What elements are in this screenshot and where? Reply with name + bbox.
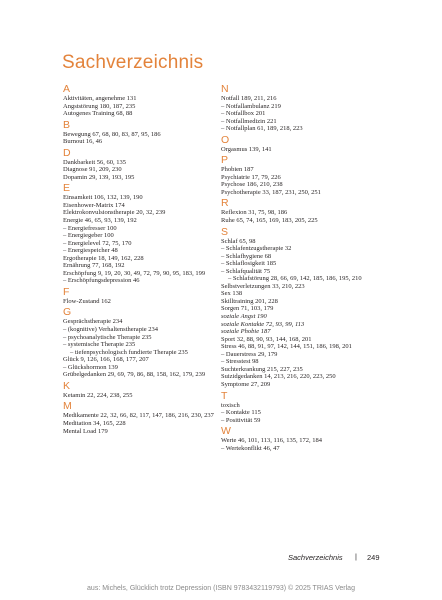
index-entry xyxy=(221,146,391,154)
index-entry-text: Flow-Zustand 162 xyxy=(63,297,111,305)
index-entry xyxy=(63,356,233,364)
index-entry xyxy=(221,313,391,321)
index-entry xyxy=(63,217,233,225)
index-group xyxy=(63,84,233,118)
footer-separator: | xyxy=(355,552,357,561)
index-entry-text: toxisch xyxy=(221,401,240,409)
index-entry xyxy=(63,262,233,270)
index-entry xyxy=(63,318,233,326)
index-letter-heading: E xyxy=(63,182,71,195)
index-entry xyxy=(63,371,233,379)
index-group xyxy=(221,426,391,452)
index-entry xyxy=(63,202,233,210)
index-entry-text: Energie 46, 65, 93, 139, 192 xyxy=(63,217,137,225)
index-letter-heading: M xyxy=(63,400,72,413)
index-entry-text: Erschöpfung 9, 19, 20, 30, 49, 72, 79, 90, 95, 183, 199 xyxy=(63,269,206,277)
index-entry-text: Sport 32, 88, 90, 93, 144, 168, 201 xyxy=(221,335,312,343)
index-entry xyxy=(221,366,391,374)
index-letter-heading: K xyxy=(63,379,71,392)
index-entry-text: – Schlaflosigkeit 185 xyxy=(221,260,277,268)
index-entry-text: Suchterkrankung 215, 227, 235 xyxy=(221,365,303,373)
index-entry-text: Sex 138 xyxy=(221,290,243,298)
index-entry-text: – Schlafstörung 28, 66, 69, 142, 185, 186, 195, 210 xyxy=(228,275,362,283)
index-entry-text: – systemische Therapie 235 xyxy=(63,341,136,349)
index-entry xyxy=(221,336,391,344)
copyright-credit: aus: Michels, Glücklich trotz Depression (ISBN 9783432119793) © 2025 TRIAS Verlag xyxy=(87,585,355,592)
index-entry xyxy=(221,305,391,313)
index-group xyxy=(63,401,233,435)
index-letter-heading: B xyxy=(63,118,71,131)
index-entry-text: Schlaf 65, 98 xyxy=(221,237,256,245)
index-entry xyxy=(63,428,233,436)
index-group xyxy=(63,148,233,182)
index-entry xyxy=(221,343,391,351)
index-letter-heading: P xyxy=(221,154,229,167)
index-entry xyxy=(221,95,391,103)
index-subentry xyxy=(221,351,391,359)
index-entry-text: Angststörung 180, 187, 235 xyxy=(63,102,136,110)
index-entry xyxy=(63,131,233,139)
index-entry xyxy=(221,166,391,174)
index-subentry xyxy=(63,247,233,255)
index-entry-text: – Stresstest 98 xyxy=(221,358,259,366)
index-entry xyxy=(221,373,391,381)
index-entry-text: – Schlafentzugstherapie 32 xyxy=(221,245,292,253)
index-column-left xyxy=(63,82,233,435)
index-group xyxy=(221,227,391,389)
index-subentry xyxy=(221,409,391,417)
index-letter-heading: O xyxy=(221,133,230,146)
index-group xyxy=(221,391,391,425)
index-entry xyxy=(63,209,233,217)
index-entry-text: Glück 9, 126, 166, 168, 177, 207 xyxy=(63,356,149,364)
index-entry xyxy=(63,110,233,118)
index-entry xyxy=(63,95,233,103)
index-entry xyxy=(221,328,391,336)
index-entry xyxy=(221,437,391,445)
index-entry-text: – Notfallmedizin 221 xyxy=(221,117,277,125)
index-entry-text: – Schlafqualität 75 xyxy=(221,267,271,275)
index-entry-text: Ernährung 77, 168, 192 xyxy=(63,262,125,270)
index-entry-text: Gesprächstherapie 234 xyxy=(63,318,123,326)
running-footer-section: Sachverzeichnis xyxy=(288,553,343,562)
index-entry-text: Psychiatrie 17, 79, 226 xyxy=(221,173,281,181)
index-entry-text: – Erschöpfungsdepression 46 xyxy=(63,277,140,285)
index-subentry xyxy=(221,110,391,118)
index-entry-text: Meditation 34, 165, 228 xyxy=(63,419,126,427)
index-entry xyxy=(63,159,233,167)
index-subentry xyxy=(63,349,233,357)
index-subentry xyxy=(221,445,391,453)
index-entry xyxy=(221,189,391,197)
index-entry-text: Werte 46, 101, 113, 116, 135, 172, 184 xyxy=(221,437,322,445)
index-entry xyxy=(221,381,391,389)
index-entry-text: Medikamente 22, 32, 66, 82, 117, 147, 186, 216, 230, 237 xyxy=(63,412,214,420)
index-entry-text: Phobien 187 xyxy=(221,166,254,174)
index-subentry xyxy=(221,125,391,133)
index-subentry xyxy=(221,358,391,366)
index-subentry xyxy=(63,341,233,349)
index-entry xyxy=(221,283,391,291)
index-entry-text: Elektrokonvulsionstherapie 20, 32, 239 xyxy=(63,209,166,217)
index-subentry xyxy=(221,275,391,283)
index-entry xyxy=(221,321,391,329)
index-entry-text: Psychotherapie 33, 187, 231, 250, 251 xyxy=(221,188,321,196)
index-letter-heading: S xyxy=(221,225,229,238)
index-entry-text: Einsamkeit 106, 132, 139, 190 xyxy=(63,194,143,202)
index-entry-text: Suizidgedanken 14, 213, 216, 220, 223, 250 xyxy=(221,373,336,381)
index-entry-text: – Notfallbox 201 xyxy=(221,110,266,118)
page-title: Sachverzeichnis xyxy=(62,52,204,73)
index-entry-text: soziale Angst 190 xyxy=(221,313,267,321)
index-entry-text: – Notfallplan 61, 189, 218, 223 xyxy=(221,125,303,133)
index-subentry xyxy=(221,103,391,111)
index-subentry xyxy=(221,118,391,126)
index-entry-text: Stress 46, 88, 91, 97, 142, 144, 151, 186, 198, 201 xyxy=(221,343,352,351)
index-letter-heading: R xyxy=(221,197,229,210)
index-entry xyxy=(221,209,391,217)
index-entry-text: Grübelgedanken 29, 69, 79, 86, 88, 158, 162, 179, 239 xyxy=(63,371,206,379)
index-entry xyxy=(221,298,391,306)
index-letter-heading: T xyxy=(221,389,228,402)
index-entry-text: – psychoanalytische Therapie 235 xyxy=(63,333,152,341)
index-entry xyxy=(63,412,233,420)
index-entry-text: – Schlafhygiene 68 xyxy=(221,252,272,260)
index-entry-text: Symptome 27, 209 xyxy=(221,380,271,388)
index-entry-text: – Kontakte 115 xyxy=(221,409,261,417)
index-entry-text: Diagnose 91, 209, 230 xyxy=(63,166,122,174)
index-entry-text: – Wertekonflikt 46, 47 xyxy=(221,444,280,452)
index-subentry xyxy=(221,253,391,261)
page-number: 249 xyxy=(367,553,380,562)
index-entry-text: – Energiegeber 100 xyxy=(63,232,114,240)
index-entry xyxy=(63,138,233,146)
index-subentry xyxy=(221,417,391,425)
index-group xyxy=(221,155,391,196)
index-subentry xyxy=(63,364,233,372)
index-entry xyxy=(63,194,233,202)
index-letter-heading: N xyxy=(221,83,229,95)
index-group xyxy=(221,84,391,133)
index-entry xyxy=(221,217,391,225)
index-subentry xyxy=(221,245,391,253)
index-entry-text: – Positivität 59 xyxy=(221,416,261,424)
index-entry-text: Autogenes Training 68, 88 xyxy=(63,110,133,118)
index-entry-text: Ketamin 22, 224, 238, 255 xyxy=(63,391,133,399)
index-entry xyxy=(221,174,391,182)
index-subentry xyxy=(63,232,233,240)
index-group xyxy=(63,381,233,400)
index-entry-text: Orgasmus 139, 141 xyxy=(221,145,272,153)
index-letter-heading: D xyxy=(63,146,71,159)
index-entry-text: Dopamin 29, 139, 193, 195 xyxy=(63,173,135,181)
index-entry xyxy=(63,166,233,174)
index-letter-heading: W xyxy=(221,425,231,438)
index-column-right xyxy=(221,82,391,452)
index-subentry xyxy=(221,268,391,276)
index-subentry xyxy=(63,277,233,285)
index-entry-text: Dankbarkeit 56, 60, 135 xyxy=(63,158,127,166)
index-entry xyxy=(221,290,391,298)
index-subentry xyxy=(63,240,233,248)
index-entry-text: Aktivitäten, angenehme 131 xyxy=(63,95,137,102)
index-letter-heading: F xyxy=(63,285,70,298)
index-entry xyxy=(221,238,391,246)
index-entry-text: Bewegung 67, 68, 80, 83, 87, 95, 186 xyxy=(63,130,161,138)
index-subentry xyxy=(221,260,391,268)
index-entry xyxy=(63,420,233,428)
index-entry-text: Eisenhower-Matrix 174 xyxy=(63,201,125,209)
index-entry-text: Sorgen 71, 103, 179 xyxy=(221,305,274,313)
index-entry-text: Ruhe 65, 74, 165, 169, 183, 205, 225 xyxy=(221,217,318,225)
index-entry-text: – Energiespeicher 48 xyxy=(63,247,118,255)
index-entry xyxy=(63,298,233,306)
index-entry-text: Mental Load 179 xyxy=(63,427,108,435)
index-entry-text: – Dauerstress 29, 179 xyxy=(221,350,278,358)
index-entry-text: Selbstverletzungen 33, 210, 223 xyxy=(221,282,305,290)
index-group xyxy=(63,287,233,306)
index-letter-heading: G xyxy=(63,306,72,319)
index-group xyxy=(63,183,233,285)
index-entry xyxy=(221,181,391,189)
index-entry xyxy=(63,270,233,278)
index-subentry xyxy=(63,334,233,342)
index-entry-text: Skilltraining 201, 228 xyxy=(221,297,278,305)
index-entry xyxy=(63,103,233,111)
index-entry-text: – (kognitive) Verhaltenstherapie 234 xyxy=(63,326,159,334)
index-entry-text: – Energielevel 72, 75, 170 xyxy=(63,239,132,247)
index-group xyxy=(63,120,233,146)
index-group xyxy=(221,198,391,224)
index-entry-text: – tiefenpsychologisch fundierte Therapie 235 xyxy=(70,348,188,356)
index-entry-text: – Energiefresser 100 xyxy=(63,224,117,232)
index-entry xyxy=(63,392,233,400)
index-group xyxy=(221,135,391,154)
index-entry-text: – Glückshormon 139 xyxy=(63,363,118,371)
index-entry xyxy=(221,402,391,410)
index-entry-text: Ergotherapie 18, 149, 162, 228 xyxy=(63,254,144,262)
index-entry-text: Burnout 16, 46 xyxy=(63,138,103,146)
index-entry-text: Reflexion 31, 75, 98, 186 xyxy=(221,209,288,217)
index-letter-heading: A xyxy=(63,83,71,95)
index-entry xyxy=(63,174,233,182)
index-subentry xyxy=(63,225,233,233)
index-entry-text: Notfall 189, 211, 216 xyxy=(221,95,277,102)
index-entry-text: Psychose 186, 210, 238 xyxy=(221,181,283,189)
index-entry-text: soziale Phobie 187 xyxy=(221,328,271,336)
index-entry-text: soziale Kontakte 72, 93, 99, 113 xyxy=(221,320,305,328)
index-subentry xyxy=(63,326,233,334)
index-entry-text: – Notfallambulanz 219 xyxy=(221,102,281,110)
index-entry xyxy=(63,255,233,263)
index-group xyxy=(63,307,233,378)
